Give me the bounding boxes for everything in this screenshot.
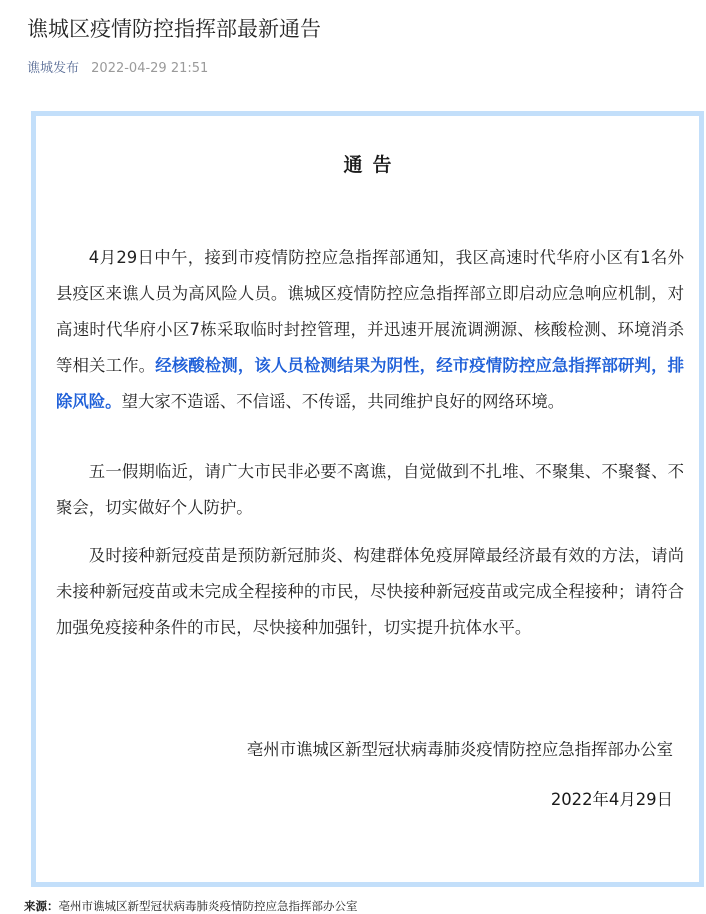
footer-source-text: 亳州市谯城区新型冠状病毒肺炎疫情防控应急指挥部办公室 [58, 899, 358, 913]
article-title: 谯城区疫情防控指挥部最新通告 [27, 17, 321, 41]
notice-paragraph-3: 及时接种新冠疫苗是预防新冠肺炎、构建群体免疫屏障最经济最有效的方法，请尚未接种新冠疫苗或未完成全程接种的市民，尽快接种新冠疫苗或完成全程接种；请符合加强免疫接种条件的市民，尽快接种加强针，切实提升抗体水平。 [56, 546, 684, 637]
notice-box [31, 111, 704, 887]
notice-heading: 通告 [343, 154, 402, 176]
source-account-link[interactable]: 谯城发布 [27, 61, 80, 76]
publish-datetime: 2022-04-29 21:51 [91, 61, 209, 76]
paragraph-1-text-a: 4月29日中午，接到市疫情防控应急指挥部通知，我区高速时代华府小区有1名外县疫区来谯人员为高风险人员。谯城区疫情防控应急指挥部立即启动应急响应机制，对高速时代华府小区7栋采取临时封控管理，并迅速开展流调溯源、核酸检测、环境消杀等相关工作。 [56, 248, 684, 375]
paragraph-1-text-b: 望大家不造谣、不信谣、不传谣，共同维护良好的网络环境。 [121, 392, 565, 411]
article-meta [27, 60, 208, 78]
notice-paragraph-1 [56, 240, 684, 420]
source-footer [24, 898, 358, 914]
footer-label: 来源： [24, 899, 59, 913]
notice-paragraph-2: 五一假期临近，请广大市民非必要不离谯，自觉做到不扎堆、不聚集、不聚餐、不聚会，切实做好个人防护。 [56, 462, 684, 517]
signature-date: 2022年4月29日 [550, 790, 673, 809]
paragraph-1-highlight: 经核酸检测，该人员检测结果为阴性，经市疫情防控应急指挥部研判，排除风险。 [56, 356, 685, 411]
signature-organization: 亳州市谯城区新型冠状病毒肺炎疫情防控应急指挥部办公室 [246, 740, 673, 759]
